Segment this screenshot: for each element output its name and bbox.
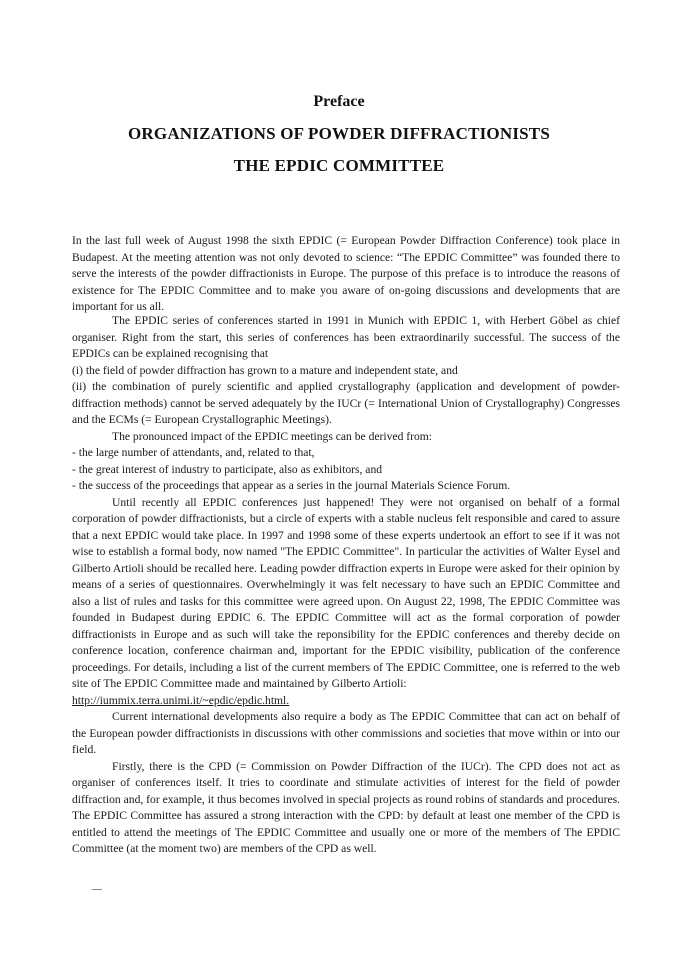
intro-section bbox=[72, 233, 620, 316]
list-item: - the large number of attendants, and, related to that, bbox=[72, 446, 315, 459]
list-item: (i) the field of powder diffraction has grown to a mature and independent state, and bbox=[72, 363, 458, 377]
paragraph-cpd: Firstly, there is the CPD (= Commission on Powder Diffraction of the IUCr). The CPD does not act as organiser of conferences itself. It tries to coordinate and stimulate activities of interest for the field of powder diffraction and, for example, it thus becomes involved in special projects as round robins of standards and procedures. The EPDIC Committee has assured a strong interaction with the CPD: by default at least one member of the CPD is entitled to attend the meetings of The EPDIC Committee and usually one or more of the members of The EPDIC Committee (at the moment two) are members of the CPD as well. bbox=[72, 759, 620, 855]
paragraph-series: The EPDIC series of conferences started in 1991 in Munich with EPDIC 1, with Herbert Göbel as chief organiser. Right from the start, this series of conferences has been extraordinarily successful. The success of the EPDICs can be explained recognising that bbox=[72, 314, 620, 360]
epdic-website-link[interactable]: http://iummix.terra.unimi.it/~epdic/epdic.html. bbox=[72, 693, 290, 707]
paragraph-history: Until recently all EPDIC conferences just happened! They were not organised on behalf of a formal corporation of powder diffractionists, but a circle of experts with a stable nucleus felt responsible and cared to assure that a next EPDIC would take place. In 1997 and 1998 some of these experts undertook an effort to see if it was not wise to establish a formal body, now named "The EPDIC Committee". In particular the activities of Walter Eysel and Gilberto Artioli should be recalled here. Leading powder diffraction experts in Europe were asked for their opinion by means of a series of questionnaires. Overwhelmingly it was felt necessary to have such an EPDIC Committee and also a list of rules and tasks for this committee were agreed upon. On August 22, 1998, The EPDIC Committee was founded in Budapest during EPDIC 6. The EPDIC Committee will act as the formal corporation of powder diffractionists in Europe and as such will take the reponsibility for the EPDIC conferences and thereby decide on conference location, conference chairman and, important for the EPDIC visibility, publication of the conference proceedings. For details, including a list of the current members of The EPDIC Committee, one is referred to the web site of The EPDIC Committee made and maintained by Gilberto Artioli: bbox=[72, 495, 620, 690]
list-item: - the success of the proceedings that appear as a series in the journal Materials Science Forum. bbox=[72, 479, 511, 492]
paragraph-intro: In the last full week of August 1998 the sixth EPDIC (= European Powder Diffraction Conference) took place in Budapest. At the meeting attention was not only devoted to science: “The EPDIC Committee” was founded there to serve the interests of the powder diffractionists in Europe. The purpose of this preface is to introduce the reasons of existence for The EPDIC Committee and to make you aware of on-going discussions and developments that are important for us all. bbox=[72, 234, 620, 313]
title-line-1: ORGANIZATIONS OF POWDER DIFFRACTIONISTS bbox=[128, 124, 550, 143]
footer-dash bbox=[92, 889, 102, 890]
preface-heading: Preface bbox=[313, 93, 365, 110]
list-item: (ii) the combination of purely scientific and applied crystallography (application and development of powder-diffraction methods) cannot be served adequately by the IUCr (= International Union of Crystallography) Congresses and the ECMs (= European Crystallographic Meetings). bbox=[72, 380, 620, 426]
main-section bbox=[72, 313, 620, 858]
paragraph-impact: The pronounced impact of the EPDIC meetings can be derived from: bbox=[112, 429, 433, 443]
title-line-2: THE EPDIC COMMITTEE bbox=[233, 156, 445, 175]
paragraph-developments: Current international developments also require a body as The EPDIC Committee that can act on behalf of the European powder diffractionists in discussions with other commissions and societies that move within or into our field. bbox=[72, 710, 620, 756]
list-item: - the great interest of industry to participate, also as exhibitors, and bbox=[72, 462, 383, 476]
